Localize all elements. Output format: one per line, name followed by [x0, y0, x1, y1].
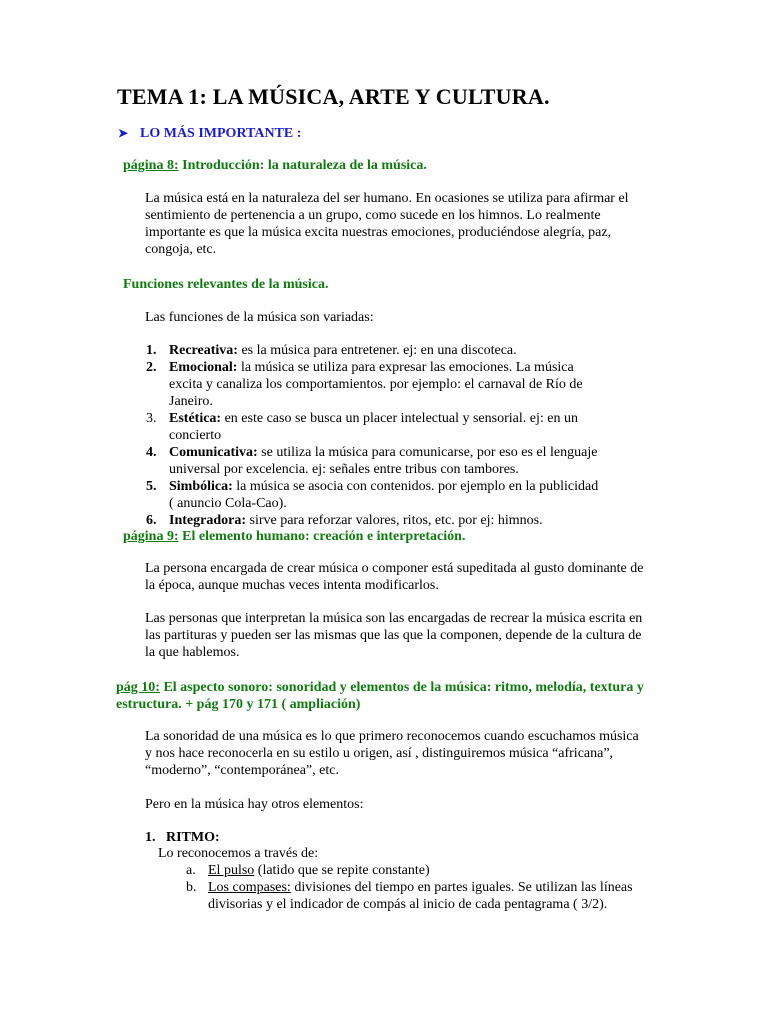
page-ref: pág 10:: [116, 680, 160, 695]
list-item: [136, 478, 606, 512]
important-heading-text: LO MÁS IMPORTANTE :: [140, 126, 302, 141]
section-heading-functions: Funciones relevantes de la música.: [123, 277, 329, 292]
list-number: 5.: [146, 479, 157, 494]
arrow-right-icon: ➤: [118, 126, 129, 140]
important-heading: [118, 125, 301, 142]
functions-list: [136, 342, 606, 529]
ritmo-heading: [145, 829, 220, 846]
list-item: [136, 512, 606, 529]
human-paragraph-2: Las personas que interpretan la música son las encargadas de recrear la música escrita en las partituras y pueden ser las mismas que las que la componen, depende de la cultura de la que hablemos.: [145, 611, 643, 660]
list-term: Recreativa:: [169, 343, 238, 358]
human-paragraph-1: La persona encargada de crear música o componer está supeditada al gusto dominante de la época, aunque muchas veces intenta modificarlos.: [145, 561, 644, 593]
ritmo-label: RITMO:: [166, 830, 220, 845]
functions-intro: Las funciones de la música son variadas:: [145, 310, 374, 325]
list-term: Integradora:: [169, 513, 246, 528]
section-heading-human: [123, 528, 465, 545]
list-text: la música se utiliza para expresar las emociones. La música excita y canaliza los comportamientos. por ejemplo: el carnaval de Río de Janeiro.: [169, 360, 583, 409]
list-letter: a.: [186, 863, 196, 878]
page-ref: página 8:: [123, 158, 179, 173]
list-item: [186, 862, 656, 879]
intro-paragraph: La música está en la naturaleza del ser humano. En ocasiones se utiliza para afirmar el sentimiento de pertenencia a un grupo, como sucede en los himnos. Lo realmente importante es que la música excita nuestras emociones, produciéndose alegría, paz, congoja, etc.: [145, 191, 629, 257]
list-item: [186, 879, 656, 913]
list-text: (latido que se repite constante): [254, 863, 430, 878]
page-ref: página 9:: [123, 529, 179, 544]
list-item: [136, 359, 606, 410]
list-number: 4.: [146, 445, 157, 460]
list-text: es la música para entretener. ej: en una discoteca.: [237, 343, 517, 358]
ritmo-list: [186, 862, 656, 913]
section-title: El aspecto sonoro: sonoridad y elementos de la música: ritmo, melodía, textura y estructura. + pág 170 y 171 ( ampliación): [116, 680, 644, 712]
section-heading-sound: [116, 679, 656, 713]
list-term: Estética:: [169, 411, 222, 426]
section-title: Introducción: la naturaleza de la música.: [182, 158, 427, 173]
sound-paragraph-1: La sonoridad de una música es lo que primero reconocemos cuando escuchamos música y nos hace reconocerla en su estilo u origen, así , distinguiremos música “africana”, “moderno”, “contemporánea”, etc.: [145, 729, 639, 778]
list-text: sirve para reforzar valores, ritos, etc. por ej: himnos.: [246, 513, 543, 528]
list-letter: b.: [186, 880, 197, 895]
list-number: 3.: [146, 411, 157, 426]
list-term: Los compases:: [208, 880, 291, 895]
section-heading-intro: [123, 157, 427, 174]
list-text: la música se asocia con contenidos. por ejemplo en la publicidad ( anuncio Cola-Cao).: [169, 479, 599, 511]
list-term: El pulso: [208, 863, 255, 878]
list-item: [136, 410, 606, 444]
ritmo-number: 1.: [145, 830, 156, 845]
list-number: 1.: [146, 343, 157, 358]
section-title: El elemento humano: creación e interpretación.: [178, 529, 466, 544]
list-item: [136, 342, 606, 359]
list-term: Emocional:: [169, 360, 238, 375]
list-text: se utiliza la música para comunicarse, por eso es el lenguaje universal por excelencia. ej: señales entre tribus con tambores.: [169, 445, 598, 477]
list-term: Simbólica:: [169, 479, 233, 494]
list-text: divisiones del tiempo en partes iguales. Se utilizan las líneas divisorias y el indicador de compás al inicio de cada pentagrama ( 3/2).: [208, 880, 633, 912]
list-number: 6.: [146, 513, 157, 528]
ritmo-intro: Lo reconocemos a través de:: [158, 846, 319, 861]
list-term: Comunicativa:: [169, 445, 258, 460]
sound-paragraph-2: Pero en la música hay otros elementos:: [145, 797, 364, 812]
list-item: [136, 444, 606, 478]
list-text: en este caso se busca un placer intelectual y sensorial. ej: en un concierto: [169, 411, 578, 443]
page-title: TEMA 1: LA MÚSICA, ARTE Y CULTURA.: [117, 84, 550, 109]
list-number: 2.: [146, 360, 157, 375]
